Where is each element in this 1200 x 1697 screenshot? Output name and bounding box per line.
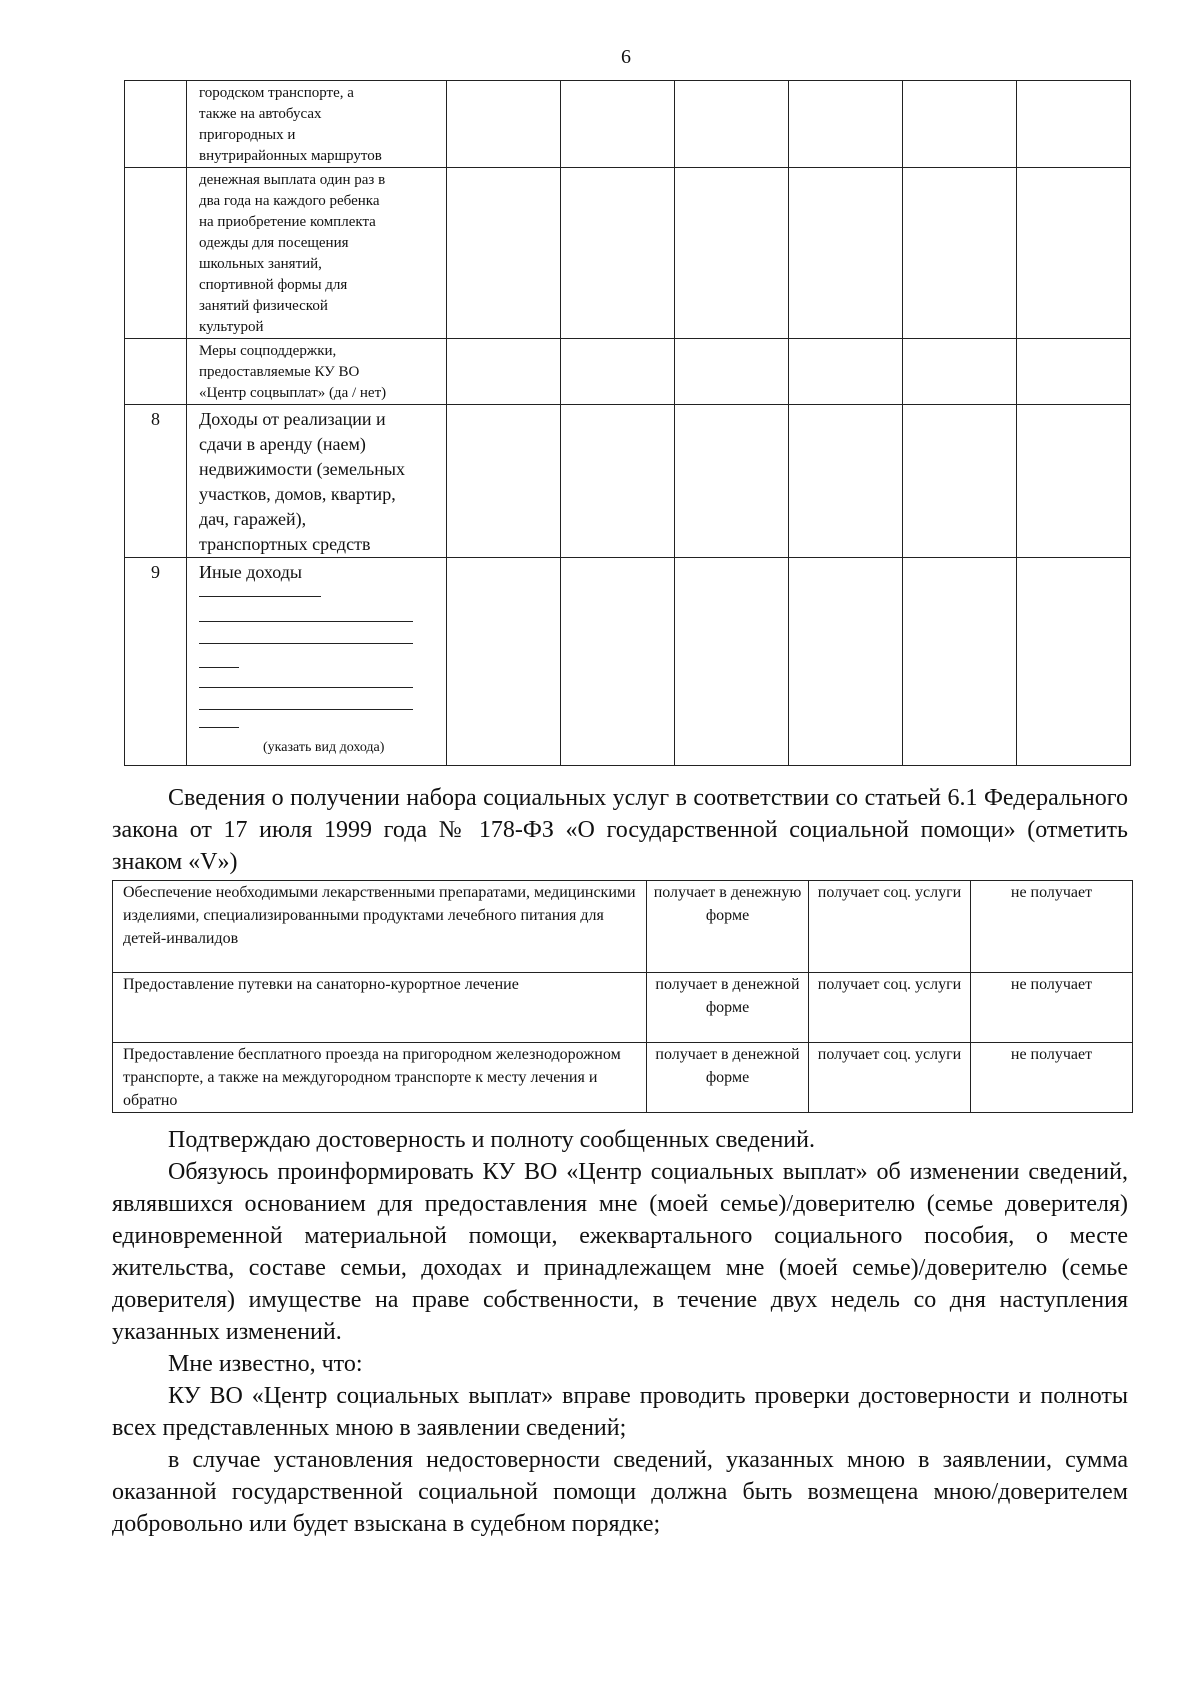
statements-block: [112, 1124, 1128, 1540]
income-value-cell[interactable]: [789, 558, 903, 766]
income-table-body: [125, 81, 1131, 766]
option-services[interactable]: получает соц. услуги: [809, 973, 971, 1043]
description-line: дач, гаражей),: [199, 509, 307, 529]
service-name: Обеспечение необходимыми лекарственными препаратами, медицинскими изделиями, специализированными продуктами лечебного питания для детей-инвалидов: [113, 881, 647, 973]
blank-line[interactable]: [199, 667, 239, 668]
description-line: участков, домов, квартир,: [199, 484, 396, 504]
blank-line[interactable]: [199, 621, 413, 622]
income-value-cell[interactable]: [789, 339, 903, 405]
option-money[interactable]: получает в денежную форме: [647, 881, 809, 973]
description-line: занятий физической: [199, 298, 328, 314]
description-line: недвижимости (земельных: [199, 459, 405, 479]
income-row: [125, 558, 1131, 766]
income-value-cell[interactable]: [903, 81, 1017, 168]
blank-lines[interactable]: [199, 585, 440, 755]
income-value-cell[interactable]: [789, 405, 903, 558]
option-services[interactable]: получает соц. услуги: [809, 881, 971, 973]
description-line: одежды для посещения: [199, 235, 349, 251]
income-value-cell[interactable]: [789, 81, 903, 168]
description-line: два года на каждого ребенка: [199, 193, 380, 209]
income-description: [187, 81, 447, 168]
income-value-cell[interactable]: [1017, 405, 1131, 558]
description-line: Доходы от реализации и: [199, 409, 386, 429]
income-value-cell[interactable]: [675, 558, 789, 766]
blank-line[interactable]: [199, 596, 321, 597]
description-line: на приобретение комплекта: [199, 214, 376, 230]
income-row: [125, 81, 1131, 168]
description-line: Иные доходы: [199, 562, 302, 582]
income-description: [187, 168, 447, 339]
income-row: [125, 168, 1131, 339]
services-row: [113, 1043, 1133, 1113]
service-name: Предоставление бесплатного проезда на пригородном железнодорожном транспорте, а также на междугородном транспорте к месту лечения и обратно: [113, 1043, 647, 1113]
income-value-cell[interactable]: [789, 168, 903, 339]
description-line: пригородных и: [199, 127, 296, 143]
services-intro: [112, 782, 1128, 878]
option-services[interactable]: получает соц. услуги: [809, 1043, 971, 1113]
income-description: [187, 405, 447, 558]
income-description: [187, 339, 447, 405]
income-table: [124, 80, 1131, 766]
refund-statement: в случае установления недостоверности сведений, указанных мною в заявлении, сумма оказанной государственной социальной помощи должна быть возмещена мною/доверителем добровольно или будет взыскана в судебном порядке;: [112, 1447, 1128, 1537]
check-statement: КУ ВО «Центр социальных выплат» вправе проводить проверки достоверности и полноты всех представленных мною в заявлении сведений;: [112, 1383, 1128, 1441]
blank-line[interactable]: [199, 687, 413, 688]
description-line: транспортных средств: [199, 534, 371, 554]
income-row: [125, 339, 1131, 405]
income-value-cell[interactable]: [561, 168, 675, 339]
option-money[interactable]: получает в денежной форме: [647, 973, 809, 1043]
description-line: культурой: [199, 319, 264, 335]
option-none[interactable]: не получает: [971, 881, 1133, 973]
income-value-cell[interactable]: [447, 558, 561, 766]
known-statement: Мне известно, что:: [168, 1351, 363, 1377]
income-value-cell[interactable]: [1017, 339, 1131, 405]
row-number: [125, 168, 187, 339]
description-line: школьных занятий,: [199, 256, 322, 272]
blank-line[interactable]: [199, 709, 413, 710]
income-value-cell[interactable]: [903, 558, 1017, 766]
description-line: «Центр соцвыплат» (да / нет): [199, 385, 387, 401]
income-value-cell[interactable]: [447, 168, 561, 339]
income-value-cell[interactable]: [675, 339, 789, 405]
row-number: 8: [125, 405, 187, 558]
description-line: внутрирайонных маршрутов: [199, 148, 382, 164]
income-value-cell[interactable]: [675, 81, 789, 168]
income-value-cell[interactable]: [903, 339, 1017, 405]
option-money[interactable]: получает в денежной форме: [647, 1043, 809, 1113]
description-line: денежная выплата один раз в: [199, 172, 386, 188]
services-row: [113, 881, 1133, 973]
obligation-statement: Обязуюсь проинформировать КУ ВО «Центр социальных выплат» об изменении сведений, являвшихся основанием для предоставления мне (моей семье)/доверителю (семье доверителя) единовременной материальной помощи, ежеквартального социального пособия, о месте жительства, составе семьи, доходах и принадлежащем мне (моей семье)/доверителю (семье доверителя) имуществе на праве собственности, в течение двух недель со дня наступления указанных изменений.: [112, 1159, 1128, 1345]
page-number: 6: [621, 46, 631, 68]
description-line: предоставляемые КУ ВО: [199, 364, 360, 380]
income-value-cell[interactable]: [675, 168, 789, 339]
income-value-cell[interactable]: [561, 405, 675, 558]
income-type-hint: (указать вид дохода): [263, 740, 385, 755]
blank-line[interactable]: [199, 643, 413, 644]
services-row: [113, 973, 1133, 1043]
description-line: сдачи в аренду (наем): [199, 434, 366, 454]
option-none[interactable]: не получает: [971, 973, 1133, 1043]
income-value-cell[interactable]: [1017, 558, 1131, 766]
row-number: [125, 81, 187, 168]
description-line: спортивной формы для: [199, 277, 348, 293]
income-row: [125, 405, 1131, 558]
income-description: [187, 558, 447, 766]
row-number: 9: [125, 558, 187, 766]
confirm-statement: Подтверждаю достоверность и полноту сообщенных сведений.: [168, 1127, 815, 1153]
description-line: также на автобусах: [199, 106, 322, 122]
description-line: городском транспорте, а: [199, 85, 354, 101]
income-value-cell[interactable]: [561, 558, 675, 766]
income-value-cell[interactable]: [903, 168, 1017, 339]
income-value-cell[interactable]: [1017, 168, 1131, 339]
services-table: [112, 880, 1133, 1113]
income-value-cell[interactable]: [561, 339, 675, 405]
income-value-cell[interactable]: [903, 405, 1017, 558]
services-intro-text: Сведения о получении набора социальных услуг в соответствии со статьей 6.1 Федерального закона от 17 июля 1999 года № 178-ФЗ «О государственной социальной помощи» (отметить знаком «V»): [112, 785, 1128, 875]
description-line: Меры соцподдержки,: [199, 343, 337, 359]
blank-line[interactable]: [199, 727, 239, 728]
service-name: Предоставление путевки на санаторно-курортное лечение: [113, 973, 647, 1043]
row-number: [125, 339, 187, 405]
option-none[interactable]: не получает: [971, 1043, 1133, 1113]
income-value-cell[interactable]: [1017, 81, 1131, 168]
income-value-cell[interactable]: [447, 405, 561, 558]
income-value-cell[interactable]: [561, 81, 675, 168]
income-value-cell[interactable]: [675, 405, 789, 558]
income-value-cell[interactable]: [447, 81, 561, 168]
income-value-cell[interactable]: [447, 339, 561, 405]
